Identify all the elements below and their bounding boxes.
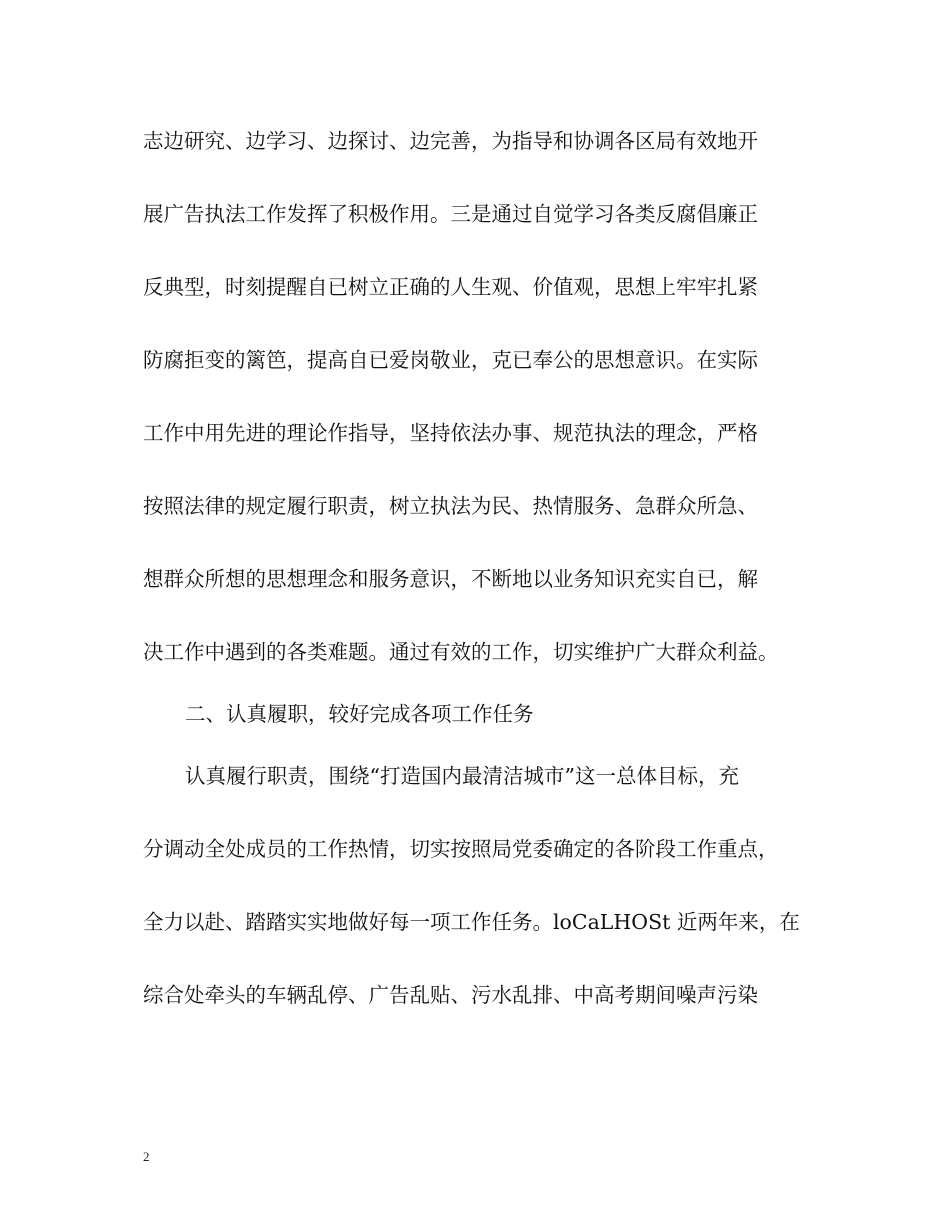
body-text-line: 按照法律的规定履行职责，树立执法为民、热情服务、急群众所急、 [143,494,758,518]
page-number: 2 [143,1149,150,1164]
body-text-line: 防腐拒变的篱笆，提高自已爱岗敬业，克已奉公的思想意识。在实际 [143,348,758,372]
body-text-line: 分调动全处成员的工作热情，切实按照局党委确定的各阶段工作重点， [143,837,779,861]
body-text-line: 想群众所想的思想理念和服务意识，不断地以业务知识充实自已，解 [143,567,758,591]
body-text-line: 全力以赴、踏踏实实地做好每一项工作任务。loCaLHOSt 近两年来，在 [143,910,800,934]
body-text-line: 展广告执法工作发挥了积极作用。三是通过自觉学习各类反腐倡廉正 [143,202,758,226]
body-text-line: 综合处牵头的车辆乱停、广告乱贴、污水乱排、中高考期间噪声污染 [143,983,758,1007]
body-text-line: 反典型，时刻提醒自已树立正确的人生观、价值观，思想上牢牢扎紧 [143,275,758,299]
body-text-line: 决工作中遇到的各类难题。通过有效的工作，切实维护广大群众利益。 [143,640,779,664]
body-text-line: 工作中用先进的理论作指导，坚持依法办事、规范执法的理念，严格 [143,421,758,445]
section-heading: 二、认真履职，较好完成各项工作任务 [185,702,534,726]
body-text-line: 志边研究、边学习、边探讨、边完善，为指导和协调各区局有效地开 [143,129,758,153]
body-text-line: 认真履行职责，围绕“打造国内最清洁城市”这一总体目标，充 [185,764,739,788]
